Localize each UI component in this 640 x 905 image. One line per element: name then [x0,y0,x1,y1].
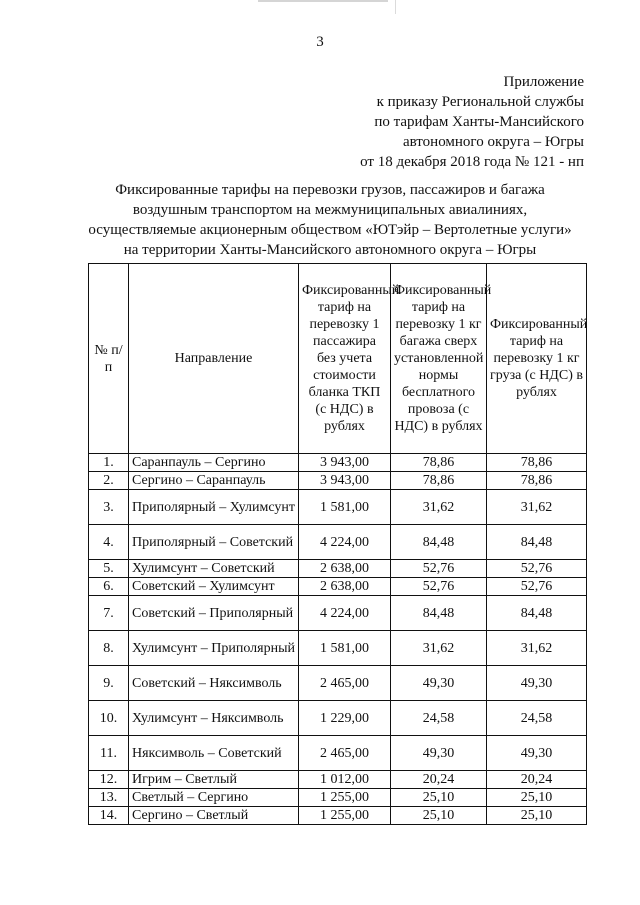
document-title [60,180,600,260]
row-direction: Сергино – Саранпауль [129,472,299,490]
table-row [89,525,587,560]
table-row [89,454,587,472]
row-direction: Сергино – Светлый [129,807,299,825]
row-baggage-tariff: 49,30 [391,736,487,771]
row-direction: Советский – Хулимсунт [129,578,299,596]
table-body [89,454,587,825]
table-row [89,807,587,825]
row-cargo-tariff: 78,86 [487,454,587,472]
row-passenger-tariff: 1 012,00 [299,771,391,789]
row-cargo-tariff: 84,48 [487,525,587,560]
appendix-header [360,72,584,172]
scan-artifact [395,0,396,14]
table-row [89,560,587,578]
row-passenger-tariff: 1 255,00 [299,807,391,825]
row-baggage-tariff: 25,10 [391,807,487,825]
row-cargo-tariff: 25,10 [487,789,587,807]
table-row [89,701,587,736]
row-passenger-tariff: 1 229,00 [299,701,391,736]
header-baggage-tariff: Фиксированный тариф на перевозку 1 кг багажа сверх установленной нормы бесплатного провоза (с НДС) в рублях [391,264,487,454]
row-number: 10. [89,701,129,736]
row-number: 3. [89,490,129,525]
row-baggage-tariff: 20,24 [391,771,487,789]
table-row [89,472,587,490]
row-number: 11. [89,736,129,771]
page-number: 3 [316,34,324,50]
row-number: 1. [89,454,129,472]
row-baggage-tariff: 31,62 [391,490,487,525]
scan-artifact [258,0,388,2]
title-line: на территории Ханты-Мансийского автономного округа – Югры [123,242,537,258]
row-baggage-tariff: 78,86 [391,472,487,490]
row-cargo-tariff: 31,62 [487,490,587,525]
row-baggage-tariff: 84,48 [391,525,487,560]
table-row [89,771,587,789]
row-direction: Хулимсунт – Приполярный [129,631,299,666]
appendix-line: автономного округа – Югры [402,134,584,150]
tariffs-table [88,263,587,825]
table-row [89,631,587,666]
row-baggage-tariff: 49,30 [391,666,487,701]
row-cargo-tariff: 20,24 [487,771,587,789]
row-number: 7. [89,596,129,631]
row-number: 8. [89,631,129,666]
row-number: 6. [89,578,129,596]
row-passenger-tariff: 2 465,00 [299,666,391,701]
row-baggage-tariff: 52,76 [391,560,487,578]
row-passenger-tariff: 4 224,00 [299,596,391,631]
row-baggage-tariff: 31,62 [391,631,487,666]
row-passenger-tariff: 3 943,00 [299,454,391,472]
row-baggage-tariff: 78,86 [391,454,487,472]
row-direction: Советский – Няксимволь [129,666,299,701]
header-cargo-tariff: Фиксированный тариф на перевозку 1 кг груза (с НДС) в рублях [487,264,587,454]
row-passenger-tariff: 1 581,00 [299,490,391,525]
row-number: 4. [89,525,129,560]
table-row [89,490,587,525]
row-number: 12. [89,771,129,789]
row-number: 14. [89,807,129,825]
row-cargo-tariff: 31,62 [487,631,587,666]
appendix-line: по тарифам Ханты-Мансийского [374,114,584,130]
row-passenger-tariff: 1 581,00 [299,631,391,666]
row-baggage-tariff: 25,10 [391,789,487,807]
row-number: 13. [89,789,129,807]
table-header-row [89,264,587,454]
header-direction: Направление [129,264,299,454]
header-number: № п/п [89,264,129,454]
row-cargo-tariff: 49,30 [487,666,587,701]
row-cargo-tariff: 49,30 [487,736,587,771]
row-passenger-tariff: 3 943,00 [299,472,391,490]
row-passenger-tariff: 4 224,00 [299,525,391,560]
row-direction: Хулимсунт – Советский [129,560,299,578]
row-cargo-tariff: 52,76 [487,578,587,596]
title-line: Фиксированные тарифы на перевозки грузов, пассажиров и багажа [115,182,545,198]
row-number: 2. [89,472,129,490]
table-row [89,596,587,631]
row-direction: Светлый – Сергино [129,789,299,807]
row-cargo-tariff: 52,76 [487,560,587,578]
appendix-line: Приложение [503,74,584,90]
header-passenger-tariff: Фиксированный тариф на перевозку 1 пассажира без учета стоимости бланка ТКП (с НДС) в рублях [299,264,391,454]
appendix-line: от 18 декабря 2018 года № 121 - нп [360,154,584,170]
row-cargo-tariff: 84,48 [487,596,587,631]
row-direction: Игрим – Светлый [129,771,299,789]
row-baggage-tariff: 24,58 [391,701,487,736]
row-direction: Няксимволь – Советский [129,736,299,771]
row-baggage-tariff: 84,48 [391,596,487,631]
title-line: осуществляемые акционерным обществом «ЮТэйр – Вертолетные услуги» [88,222,572,238]
table-row [89,666,587,701]
appendix-line: к приказу Региональной службы [376,94,584,110]
row-number: 9. [89,666,129,701]
row-baggage-tariff: 52,76 [391,578,487,596]
row-direction: Приполярный – Советский [129,525,299,560]
row-number: 5. [89,560,129,578]
row-passenger-tariff: 2 465,00 [299,736,391,771]
table-row [89,736,587,771]
row-cargo-tariff: 78,86 [487,472,587,490]
row-direction: Саранпауль – Сергино [129,454,299,472]
row-passenger-tariff: 1 255,00 [299,789,391,807]
title-line: воздушным транспортом на межмуниципальных авиалиниях, [132,202,528,218]
row-direction: Советский – Приполярный [129,596,299,631]
row-passenger-tariff: 2 638,00 [299,560,391,578]
row-passenger-tariff: 2 638,00 [299,578,391,596]
row-cargo-tariff: 24,58 [487,701,587,736]
row-cargo-tariff: 25,10 [487,807,587,825]
table-row [89,578,587,596]
row-direction: Хулимсунт – Няксимволь [129,701,299,736]
row-direction: Приполярный – Хулимсунт [129,490,299,525]
table-row [89,789,587,807]
